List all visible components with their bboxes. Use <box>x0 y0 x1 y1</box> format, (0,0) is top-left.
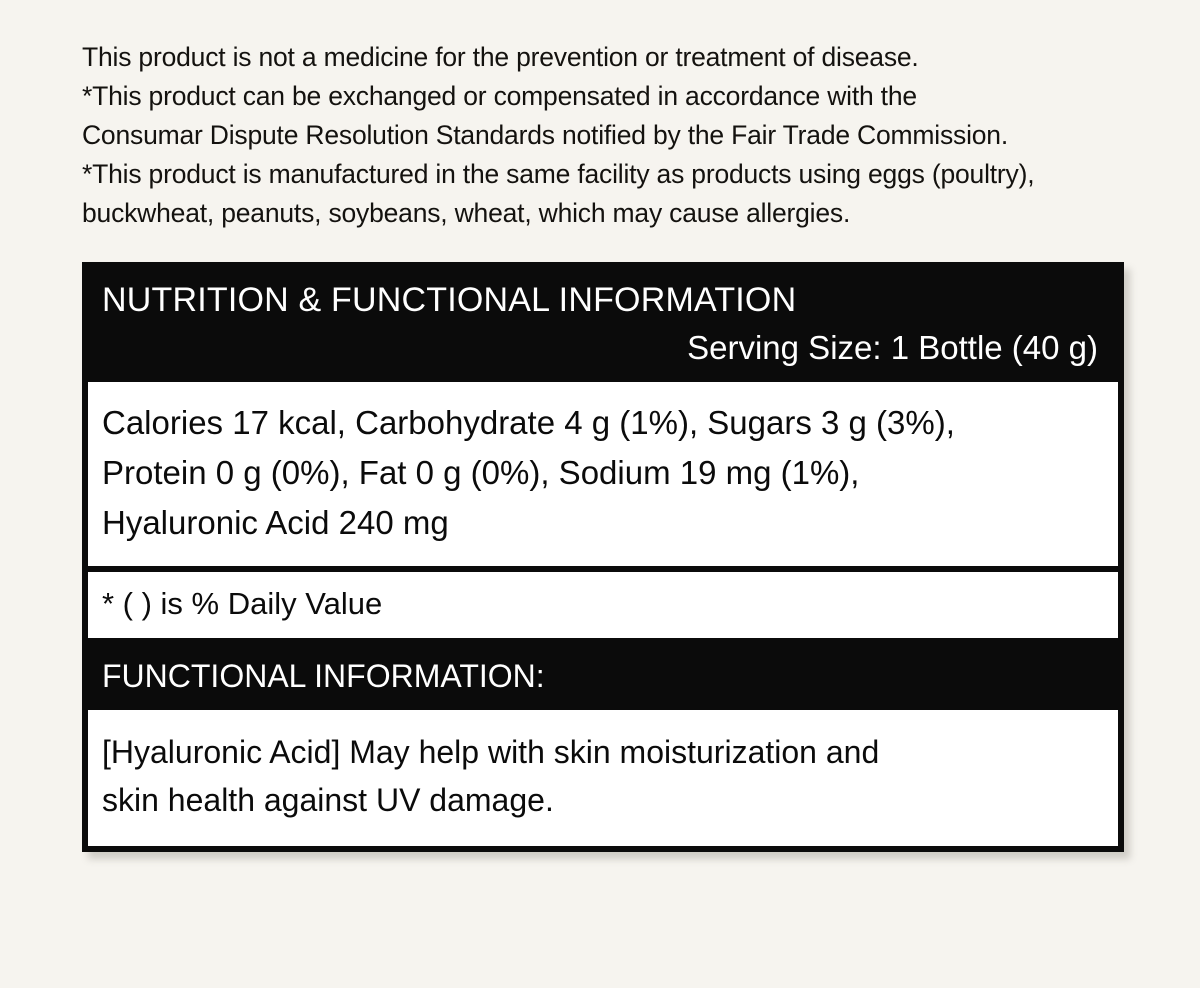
disclaimer-line-3: Consumar Dispute Resolution Standards notified by the Fair Trade Commission. <box>82 120 1008 150</box>
functional-information-heading: FUNCTIONAL INFORMATION: <box>88 644 1118 710</box>
disclaimer-line-2: *This product can be exchanged or compensated in accordance with the <box>82 81 917 111</box>
serving-size-text: Serving Size: 1 Bottle (40 g) <box>687 329 1098 366</box>
disclaimer-paragraph <box>82 30 1140 233</box>
disclaimer-line-5: buckwheat, peanuts, soybeans, wheat, which may cause allergies. <box>82 198 851 228</box>
functional-information-body <box>88 710 1118 846</box>
nutrition-panel-title: NUTRITION & FUNCTIONAL INFORMATION <box>102 281 797 319</box>
disclaimer-line-4: *This product is manufactured in the same facility as products using eggs (poultry), <box>82 159 1035 189</box>
nutrient-list <box>88 382 1118 572</box>
nutrient-line-2: Protein 0 g (0%), Fat 0 g (0%), Sodium 19 mg (1%), <box>102 454 860 491</box>
nutrient-line-3: Hyaluronic Acid 240 mg <box>102 504 449 541</box>
nutrition-panel-header <box>88 268 1118 382</box>
nutrient-line-1: Calories 17 kcal, Carbohydrate 4 g (1%), Sugars 3 g (3%), <box>102 404 955 441</box>
nutrition-facts-panel <box>82 262 1124 852</box>
functional-line-1: [Hyaluronic Acid] May help with skin moisturization and <box>102 734 880 770</box>
disclaimer-line-1: This product is not a medicine for the prevention or treatment of disease. <box>82 42 919 72</box>
functional-line-2: skin health against UV damage. <box>102 782 554 818</box>
daily-value-note: * ( ) is % Daily Value <box>88 572 1118 644</box>
